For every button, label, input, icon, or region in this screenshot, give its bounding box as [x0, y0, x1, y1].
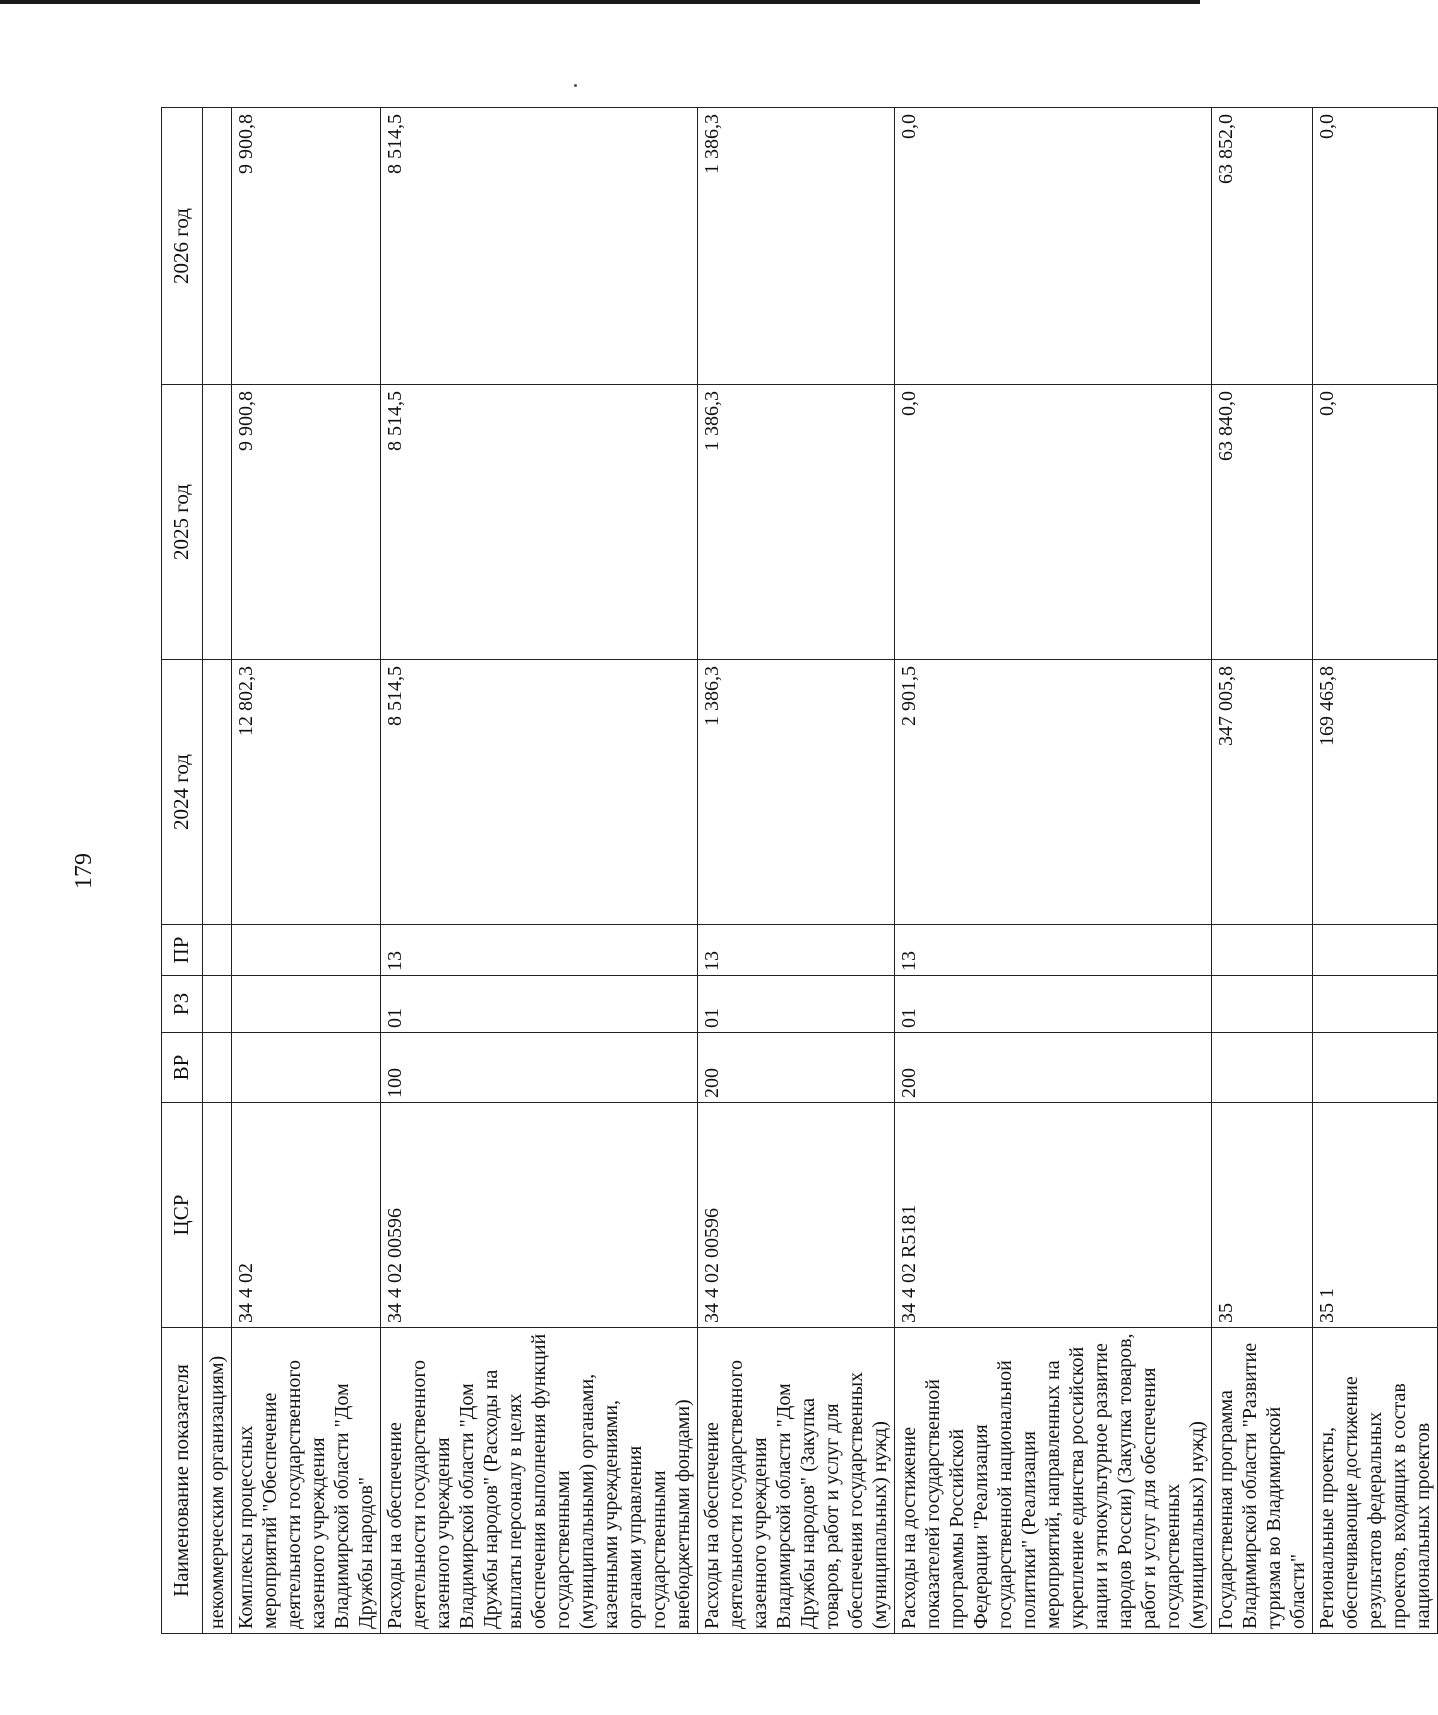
table-row [381, 108, 698, 1634]
table-row [895, 108, 1212, 1634]
row-2024 [203, 660, 232, 925]
row-2024: 2 901,5 [895, 660, 1212, 925]
row-2024: 8 514,5 [381, 660, 698, 925]
row-csr: 35 [1212, 1103, 1313, 1328]
row-csr: 34 4 02 [232, 1103, 381, 1328]
budget-table [161, 107, 1438, 1634]
header-csr: ЦСР [162, 1103, 203, 1328]
page-number: 179 [71, 853, 97, 889]
row-csr [203, 1103, 232, 1328]
table-header-row [162, 108, 203, 1634]
scan-top-edge [0, 0, 1200, 4]
row-2024: 169 465,8 [1313, 660, 1438, 925]
row-pr: 13 [698, 925, 895, 976]
rotated-table-container [71, 108, 1434, 1634]
row-2026: 63 852,0 [1212, 108, 1313, 385]
row-2025: 1 386,3 [698, 385, 895, 660]
row-rz: 01 [698, 976, 895, 1033]
row-pr [1212, 925, 1313, 976]
row-name: Расходы на достижение показателей государственной программы Российской Федерации "Реализация государственной национальной политики" (Реализация мероприятий, направленных на укрепление единства российской нации и этнокультурное развитие народов России) (Закупка товаров, работ и услуг для обеспечения государственных (муниципальных) нужд) [895, 1328, 1212, 1634]
table-row [1313, 108, 1438, 1634]
row-vr [232, 1033, 381, 1103]
row-name: некоммерческим организациям) [203, 1328, 232, 1634]
row-csr: 34 4 02 00596 [381, 1103, 698, 1328]
row-2025 [203, 385, 232, 660]
row-2026 [203, 108, 232, 385]
header-vr: ВР [162, 1033, 203, 1103]
row-vr [203, 1033, 232, 1103]
row-rz [1313, 976, 1438, 1033]
header-pr: ПР [162, 925, 203, 976]
row-2025: 0,0 [1313, 385, 1438, 660]
header-rz: РЗ [162, 976, 203, 1033]
header-2024: 2024 год [162, 660, 203, 925]
row-csr: 34 4 02 R5181 [895, 1103, 1212, 1328]
row-name: Региональные проекты, обеспечивающие достижение результатов федеральных проектов, входящих в состав национальных проектов [1313, 1328, 1438, 1634]
row-vr: 200 [895, 1033, 1212, 1103]
row-rz [203, 976, 232, 1033]
row-csr: 35 1 [1313, 1103, 1438, 1328]
header-2026: 2026 год [162, 108, 203, 385]
row-2025: 0,0 [895, 385, 1212, 660]
row-rz: 01 [895, 976, 1212, 1033]
row-2026: 9 900,8 [232, 108, 381, 385]
table-row [232, 108, 381, 1634]
row-2024: 1 386,3 [698, 660, 895, 925]
row-rz: 01 [381, 976, 698, 1033]
row-pr: 13 [381, 925, 698, 976]
row-2025: 63 840,0 [1212, 385, 1313, 660]
row-2024: 347 005,8 [1212, 660, 1313, 925]
row-2026: 0,0 [1313, 108, 1438, 385]
row-pr: 13 [895, 925, 1212, 976]
row-pr [232, 925, 381, 976]
row-2025: 9 900,8 [232, 385, 381, 660]
row-vr [1212, 1033, 1313, 1103]
scan-speck [574, 84, 577, 87]
row-rz [232, 976, 381, 1033]
row-pr [1313, 925, 1438, 976]
header-2025: 2025 год [162, 385, 203, 660]
row-2026: 1 386,3 [698, 108, 895, 385]
row-name: Комплексы процессных мероприятий "Обеспечение деятельности государственного казенного учреждения Владимирской области "Дом Дружбы народов" [232, 1328, 381, 1634]
row-rz [1212, 976, 1313, 1033]
row-name: Расходы на обеспечение деятельности государственного казенного учреждения Владимирской области "Дом Дружбы народов" (Закупка товаров, работ и услуг для обеспечения государственных (муниципальных) нужд) [698, 1328, 895, 1634]
table-row [203, 108, 232, 1634]
row-2025: 8 514,5 [381, 385, 698, 660]
row-2026: 8 514,5 [381, 108, 698, 385]
table-row [698, 108, 895, 1634]
row-pr [203, 925, 232, 976]
row-csr: 34 4 02 00596 [698, 1103, 895, 1328]
table-row [1212, 108, 1313, 1634]
row-2026: 0,0 [895, 108, 1212, 385]
row-2024: 12 802,3 [232, 660, 381, 925]
header-name: Наименование показателя [162, 1328, 203, 1634]
row-vr: 200 [698, 1033, 895, 1103]
row-vr [1313, 1033, 1438, 1103]
row-name: Государственная программа Владимирской области "Развитие туризма во Владимирской области" [1212, 1328, 1313, 1634]
row-vr: 100 [381, 1033, 698, 1103]
row-name: Расходы на обеспечение деятельности государственного казенного учреждения Владимирской области "Дом Дружбы народов" (Расходы на выплаты персоналу в целях обеспечения выполнения функций государственными (муниципальными) органами, казенными учреждениями, органами управления государственными внебюджетными фондами) [381, 1328, 698, 1634]
